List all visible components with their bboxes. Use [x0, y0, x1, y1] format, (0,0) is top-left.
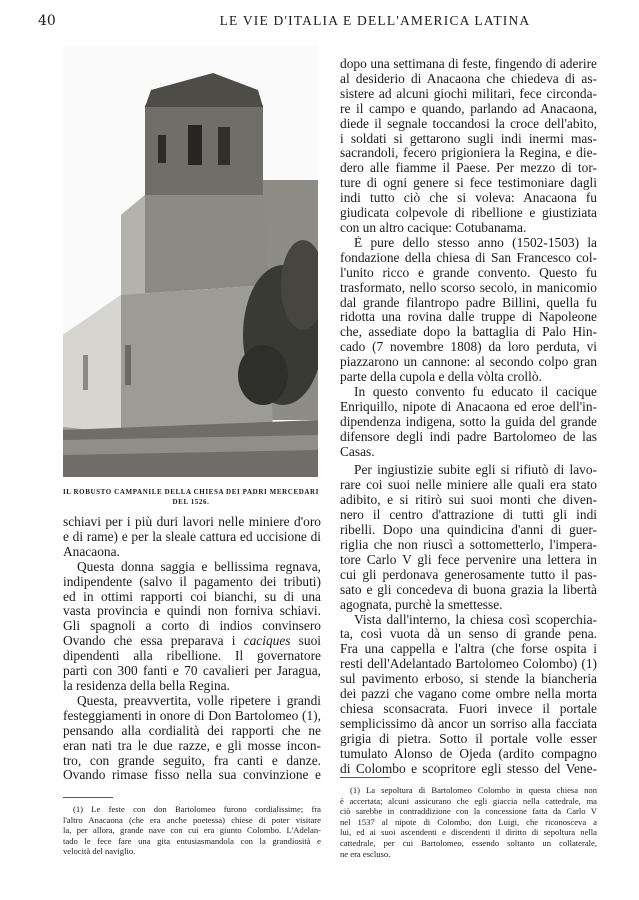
- text-line: sacrandoli, fecero prigioniera la Regina, e die-: [340, 146, 597, 161]
- text-line: Casas.: [340, 444, 375, 459]
- text-line: riglia che non riuscì a sottometterlo, l'impera-: [340, 538, 597, 552]
- footnote-line: ciò sarebbe in contraddizione con la concessione fatta da Carlo V: [340, 806, 597, 817]
- text-line: Per ingiustizie subite egli si rifiutò di lavo-: [354, 463, 597, 478]
- text-line: schiavi per i più duri lavori nelle miniere d'oro: [63, 515, 321, 529]
- text-line: giudicata colpevole di ribellione e giustiziata: [340, 206, 597, 221]
- text-line: la residenza della bella Regina.: [63, 678, 230, 693]
- text-line: adibito, e si ritirò sui suoi monti che diven-: [340, 493, 597, 508]
- text-line: Questa, preavvertita, volle ripetere i grandi: [77, 693, 321, 708]
- text-line: al desiderio di Anacaona che chiedeva di as-: [340, 71, 597, 86]
- caption-line: DEL 1526.: [172, 498, 210, 506]
- text-line: sul pavimento erboso, si stende la biancheria: [340, 672, 597, 687]
- text-line: piazzarono un cannone: al secondo colpo gran: [340, 355, 597, 370]
- text-line: Enriquillo, nipote di Anacaona ed eroe dell'in-: [340, 399, 597, 414]
- text-line: tore Carlo V gli fece pervenire una lettera in: [340, 552, 597, 567]
- footnote-line: ne era escluso.: [340, 848, 391, 859]
- footnote-line: velocità del naviglio.: [63, 846, 136, 857]
- footnote-line: (1) Le feste con don Bartolomeo furono cordialissime; fra: [73, 804, 321, 814]
- footnote-line: tado le fece fare una gita entusiasmandola con la grandiosità e: [63, 835, 321, 846]
- text-line: ta, così vuota dà un senso di grande pena.: [340, 627, 597, 642]
- caption-line: IL ROBUSTO CAMPANILE DELLA CHIESA DEI PADRI MERCEDARI: [62, 488, 320, 496]
- text-line: Vista dall'interno, la chiesa così scoperchia-: [354, 612, 597, 627]
- text-line: dero alle fiamme il Paese. Per mezzo di tor-: [340, 161, 597, 176]
- text-line: grigia di pietra. Sotto il portale volle esser: [340, 731, 597, 746]
- text-line: partì con 300 fanti e 70 cavalieri per Jaragua,: [63, 664, 321, 679]
- text-line: re il campo e quando, parlando ad Anacaona,: [340, 101, 597, 116]
- left-column: [63, 515, 321, 783]
- text-line: semplicissimo dà ancor un sorriso alla facciata: [340, 716, 597, 731]
- footnote-rule-right: [340, 777, 390, 778]
- text-line: vasta provincia e quindi non forniva schiavi.: [63, 604, 321, 619]
- text-line: tro, con grande seguito, fra canti e danze.: [63, 753, 321, 768]
- text-line: diede il segnale toccandosi la croce dell'abito,: [340, 116, 597, 131]
- figure-caption: [60, 487, 322, 507]
- text-line: rare coi suoi nelle miniere alle quali era stato: [340, 478, 597, 493]
- text-line: Fra una cappella e l'altra (che forse ospita i: [340, 642, 597, 657]
- text-line: tumulato Alonso de Ojeda (ardito compagno: [340, 746, 597, 761]
- text-line: difensore degli indi padre Bartolomeo de las: [340, 429, 597, 444]
- text-line: parte della cupola e della vòlta crollò.: [340, 370, 542, 385]
- running-title: LE VIE D'ITALIA E DELL'AMERICA LATINA: [219, 13, 531, 28]
- text-line: ed in ottimi rapporti coi bianchi, su di una: [63, 589, 321, 604]
- text-line: trasformato, nello scorso secolo, in manicomio: [340, 280, 597, 295]
- text-line: Ovando rimase fisso nella sua convinzione e: [63, 768, 321, 783]
- footnote-line: l'altro Anacaona (che era anche poetessa) chiese di poter visitare: [63, 814, 321, 825]
- footnote-line: nel 1537 al nipote di Colombo, don Luigi, che riconosceva a: [340, 816, 597, 827]
- text-line: fondazione della chiesa di San Francesco col-: [340, 250, 597, 265]
- footnote-right: [340, 785, 597, 859]
- italic-term: caciques: [243, 634, 291, 649]
- footnote-line: la, per allora, grande nave con cui era giunto Colombo. L'Adelan-: [63, 825, 321, 836]
- text-line: resti dell'Adelantado Bartolomeo Colombo) (1): [340, 657, 597, 672]
- text-line: In questo convento fu educato il cacique: [354, 384, 597, 399]
- text-line: dopo una settimana di feste, fingendo di aderire: [340, 57, 597, 71]
- footnote-line: lui, ed ai suoi ascendenti e discendenti il diritto di sepoltura nella: [340, 827, 597, 838]
- text-line: indipendente (salvo il pagamento dei tributi): [63, 574, 321, 589]
- text-line: ribelli. Dopo una quindicina d'anni di guer-: [340, 523, 597, 538]
- text-line: cado (7 novembre 1808) da loro perduta, vi: [340, 340, 597, 355]
- text-line: l'unito ricco e grande convento. Questo fu: [340, 265, 597, 280]
- footnote-line: (1) La sepoltura di Bartolomeo Colombo in questa chiesa non: [350, 785, 597, 795]
- footnote-line: è accertata; alcuni assicurano che egli giaccia nella cattedrale, ma: [340, 795, 597, 806]
- text-line: festeggiamenti in onore di Don Bartolomeo (1),: [63, 708, 321, 723]
- text-line: indi tutto ciò che si voleva: Anacaona fu: [340, 191, 597, 206]
- text-line: nero il centro d'attrazione di tutti gli indi: [340, 508, 597, 523]
- text-line: e di rame) e per la sleale cattura ed uccisione di: [63, 529, 321, 544]
- right-column: [340, 57, 597, 777]
- footnote-rule-left: [63, 797, 113, 798]
- text-line: Anacaona.: [63, 544, 120, 559]
- text-line: Ovando che essa preparava i caciques suoi: [63, 634, 321, 649]
- text-line: pensando alla cordialità dei rapporti che ne: [63, 723, 321, 738]
- text-line: Gli spagnoli a corto di indios convinsero: [63, 619, 321, 634]
- text-line: agognata, purchè la smettesse.: [340, 597, 503, 612]
- text-line: chiesa sconsacrata. Fuori invece il portale: [340, 701, 597, 716]
- text-line: ridotta una rovina dalle truppe di Napoleone: [340, 310, 597, 325]
- text-line: cui gli perdonava generosamente tutto il pas-: [340, 567, 597, 582]
- text-line: È pure dello stesso anno (1502-1503) la: [354, 235, 597, 250]
- text-line: i soldati si gettarono sugli indi inermi mas-: [340, 131, 597, 146]
- text-line: ture di ogni genere si fece testimoniare dagli: [340, 176, 597, 191]
- text-line: Questa donna saggia e bellissima regnava,: [77, 559, 321, 574]
- text-line: dei pazzi che vagano come ombre nella morta: [340, 687, 597, 702]
- text-line: sato e gli concedeva di buona grazia la libertà: [340, 582, 597, 597]
- text-line: dipendenza indigena, sotto la guida del grande: [340, 414, 597, 429]
- text-line: di Colombo e scopritore egli stesso del Vene-: [340, 761, 597, 776]
- text-line: sistere ad alcuni giochi militari, fece circonda-: [340, 86, 597, 101]
- text-line: eran nati tra le due razze, e gli mosse incon-: [63, 738, 321, 753]
- text-line: che, assediate dopo la battaglia di Palo Hin-: [340, 325, 597, 340]
- footnote-left: [63, 804, 321, 857]
- bell-tower-photo: [63, 45, 318, 477]
- footnote-line: cattedrale, per cui Bartolomeo, essendo soltanto un collaterale,: [340, 837, 597, 848]
- text-line: con un altro cacique: Cotubanama.: [340, 220, 527, 235]
- text-line: dal grande filantropo padre Billini, quella fu: [340, 295, 597, 310]
- text-line: dipendenti alla ribellione. Il governatore: [63, 649, 321, 664]
- page-number: 40: [38, 13, 56, 29]
